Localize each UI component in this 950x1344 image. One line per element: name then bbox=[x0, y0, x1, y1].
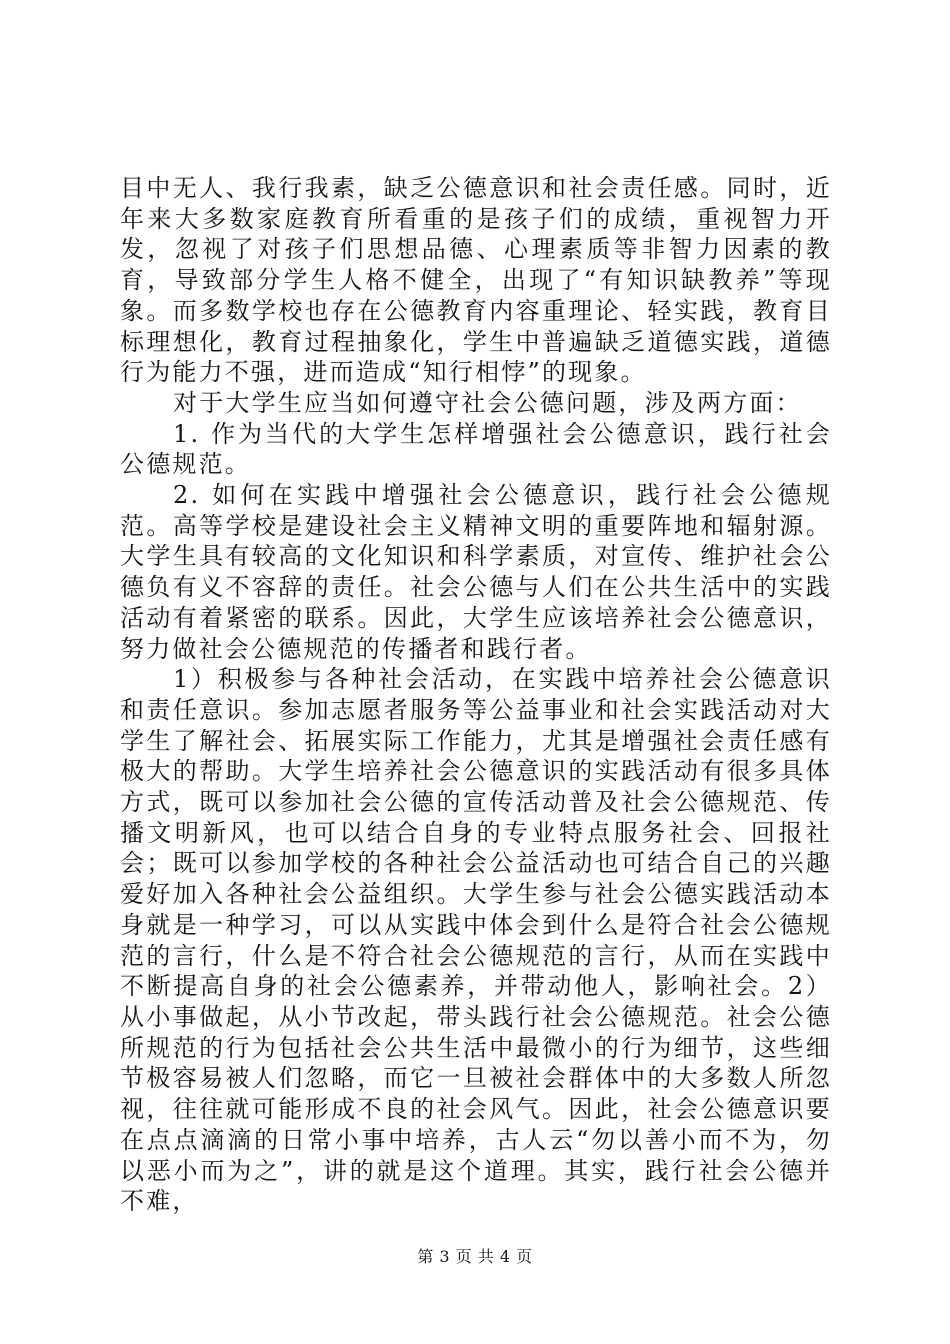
page-footer: 第 3 页 共 4 页 bbox=[417, 1247, 533, 1266]
paragraph-5: 1）积极参与各种社会活动，在实践中培养社会公德意识和责任意识。参加志愿者服务等公益事业和社会实践活动对大学生了解社会、拓展实际工作能力，尤其是增强社会责任感有极大的帮助。大学生培养社会公德意识的实践活动有很多具体方式，既可以参加社会公德的宣传活动普及社会公德规范、传播文明新风，也可以结合自身的专业特点服务社会、回报社会；既可以参加学校的各种社会公益活动也可结合自己的兴趣爱好加入各种社会公益组织。大学生参与社会公德实践活动本身就是一种学习，可以从实践中体会到什么是符合社会公德规范的言行，什么是不符合社会公德规范的言行，从而在实践中不断提高自身的社会公德素养，并带动他人，影响社会。2）从小事做起，从小节改起，带头践行社会公德规范。社会公德所规范的行为包括社会公共生活中最微小的行为细节，这些细节极容易被人们忽略，而它一旦被社会群体中的大多数人所忽视，往往就可能形成不良的社会风气。因此，社会公德意识要在点点滴滴的日常小事中培养，古人云“勿以善小而不为，勿以恶小而为之”，讲的就是这个道理。其实，践行社会公德并不难， bbox=[120, 665, 832, 1216]
paragraph-3: 1. 作为当代的大学生怎样增强社会公德意识，践行社会公德规范。 bbox=[120, 419, 832, 479]
paragraph-1: 目中无人、我行我素，缺乏公德意识和社会责任感。同时，近年来大多数家庭教育所看重的是孩子们的成绩，重视智力开发，忽视了对孩子们思想品德、心理素质等非智力因素的教育，导致部分学生人格不健全，出现了“有知识缺教养”等现象。而多数学校也存在公德教育内容重理论、轻实践，教育目标理想化，教育过程抽象化，学生中普遍缺乏道德实践，道德行为能力不强，进而造成“知行相悖”的现象。 bbox=[120, 174, 832, 387]
body-text bbox=[120, 173, 832, 1217]
paragraph-2: 对于大学生应当如何遵守社会公德问题，涉及两方面： bbox=[173, 388, 802, 417]
paragraph-4: 2. 如何在实践中增强社会公德意识，践行社会公德规范。高等学校是建设社会主义精神文明的重要阵地和辐射源。大学生具有较高的文化知识和科学素质，对宣传、维护社会公德负有义不容辞的责任。社会公德与人们在公共生活中的实践活动有着紧密的联系。因此，大学生应该培养社会公德意识，努力做社会公德规范的传播者和践行者。 bbox=[120, 481, 832, 663]
